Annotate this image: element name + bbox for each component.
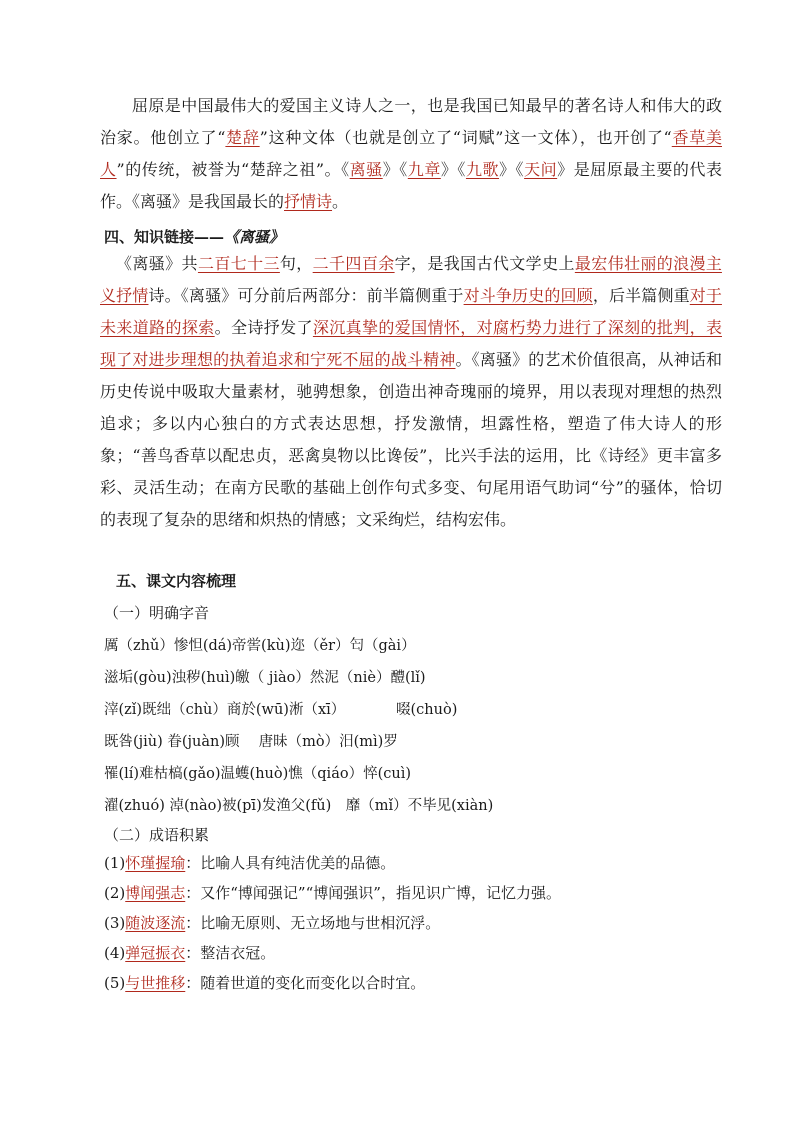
idiom-term: 与世推移: [125, 974, 186, 992]
section5-heading: 五、课文内容梳理: [116, 572, 237, 590]
idiom-term: 弹冠振衣: [125, 944, 186, 962]
pronunciation-line: 既咎(jiù) 眷(juàn)顾 唐昧（mò）汨(mì)罗: [104, 734, 398, 750]
idiom-number: (2): [104, 884, 126, 902]
highlight-history-review: 对斗争历史的回顾: [463, 286, 593, 305]
idiom-definition: ：随着世道的变化而变化以合时宜。: [185, 974, 426, 992]
idiom-definition: ：整洁衣冠。: [185, 944, 276, 962]
text-run: 。全诗抒发了: [214, 318, 313, 337]
text-run: 》《: [382, 160, 408, 179]
idiom-number: (1): [104, 854, 126, 872]
text-run: 屈原是中国最伟大的爱国主义诗人之一，也是我国已知最早的著名诗人和伟大的政治家。他创立了“: [100, 96, 722, 147]
subheading-idioms: （二）成语积累: [104, 826, 210, 844]
section4-paragraph: [100, 248, 722, 536]
text-run: 字，是我国古代文学史上: [394, 254, 575, 273]
text-run: ，后半篇侧重: [592, 286, 690, 305]
text-run: 》《: [440, 160, 466, 179]
highlight-line-count: 二百七十三: [197, 254, 280, 273]
idiom-definition: ：又作“博闻强记”“博闻强识”，指见识广博，记忆力强。: [185, 884, 561, 902]
heading-text: 四、知识链接——: [104, 228, 225, 246]
highlight-jiuge: 九歌: [465, 160, 500, 179]
text-run: 》《: [499, 160, 525, 179]
highlight-shuqingshi: 抒情诗: [284, 192, 333, 211]
idiom-definition: ：比喻人具有纯洁优美的品德。: [185, 854, 396, 872]
text-run: 诗。《离骚》可分前后两部分：前半篇侧重于: [148, 286, 464, 305]
highlight-tianwen: 天问: [524, 160, 558, 179]
highlight-future-exploration: 对于未来道路的探索: [100, 286, 722, 337]
text-run: 句，: [279, 254, 313, 273]
heading-title: 《离骚》: [224, 228, 285, 246]
idiom-number: (4): [104, 944, 126, 962]
highlight-xiangcao-meiren: 香草美人: [100, 128, 722, 179]
intro-paragraph: [100, 90, 722, 218]
idiom-item: [104, 972, 425, 993]
text-run: 。《离骚》的艺术价值很高，从神话和历史传说中吸取大量素材，驰骋想象，创造出神奇瑰丽的境界，用以表现对理想的热烈追求；多以内心独白的方式表达思想，抒发激情，坦露性格，塑造了伟大诗人的形象；“善鸟香草以配忠贞，恶禽臭物以比谗佞”，比兴手法的运用，比《诗经》更丰富多彩、灵活生动；在南方民歌的基础上创作句式多变、句尾用语气助词“兮”的骚体，恰切的表现了复杂的思绪和炽热的情感；文采绚烂，结构宏伟。: [100, 350, 722, 529]
highlight-jiuzhang: 九章: [407, 160, 441, 179]
idiom-item: [104, 852, 395, 873]
idiom-item: [104, 912, 440, 933]
idiom-item: [104, 882, 561, 903]
idiom-item: [104, 942, 275, 963]
idiom-term: 博闻强志: [125, 884, 186, 902]
idiom-term: 怀瑾握瑜: [125, 854, 186, 872]
idiom-term: 随波逐流: [125, 914, 186, 932]
text-run: 《离骚》共: [116, 254, 198, 273]
section4-heading: [104, 226, 284, 247]
idiom-definition: ：比喻无原则、无立场地与世相沉浮。: [185, 914, 441, 932]
highlight-chuci: 楚辞: [225, 128, 260, 147]
text-run: 》是屈原最主要的代表作。《离骚》是我国最长的: [100, 160, 722, 211]
text-run: 。: [332, 192, 349, 211]
text-run: ”这种文体（也就是创立了“词赋”这一文体），也开创了“: [259, 128, 672, 147]
pronunciation-line: 罹(lí)难枯槁(gǎo)温蠖(huò)憔（qiáo）悴(cuì): [104, 766, 411, 782]
highlight-theme: 深沉真挚的爱国情怀，对腐朽势力进行了深刻的批判，表现了对进步理想的执着追求和宁死不屈的战斗精神: [100, 318, 722, 369]
highlight-lisao: 离骚: [349, 160, 383, 179]
highlight-char-count: 二千四百余: [312, 254, 395, 273]
pronunciation-line: 厲（zhǔ）惨怛(dá)帝喾(kù)迩（ěr）匄（gài）: [104, 638, 416, 654]
text-run: ”的传统，被誉为“楚辞之祖”。《: [116, 160, 350, 179]
highlight-romantic-lyric: 最宏伟壮丽的浪漫主义抒情: [100, 254, 722, 305]
idiom-number: (5): [104, 974, 126, 992]
pronunciation-line: 滓(zǐ)既绌（chù）商於(wū)淅（xī） 啜(chuò): [104, 702, 458, 718]
pronunciation-line: 濯(zhuó) 淖(nào)被(pī)发渔父(fǔ) 靡（mǐ）不毕见(xiàn): [104, 798, 494, 814]
idiom-number: (3): [104, 914, 126, 932]
pronunciation-line: 滋垢(gòu)浊秽(huì)皦（ jiào）然泥（niè）醴(lǐ): [104, 670, 426, 686]
subheading-pronunciation: （一）明确字音: [104, 604, 210, 622]
